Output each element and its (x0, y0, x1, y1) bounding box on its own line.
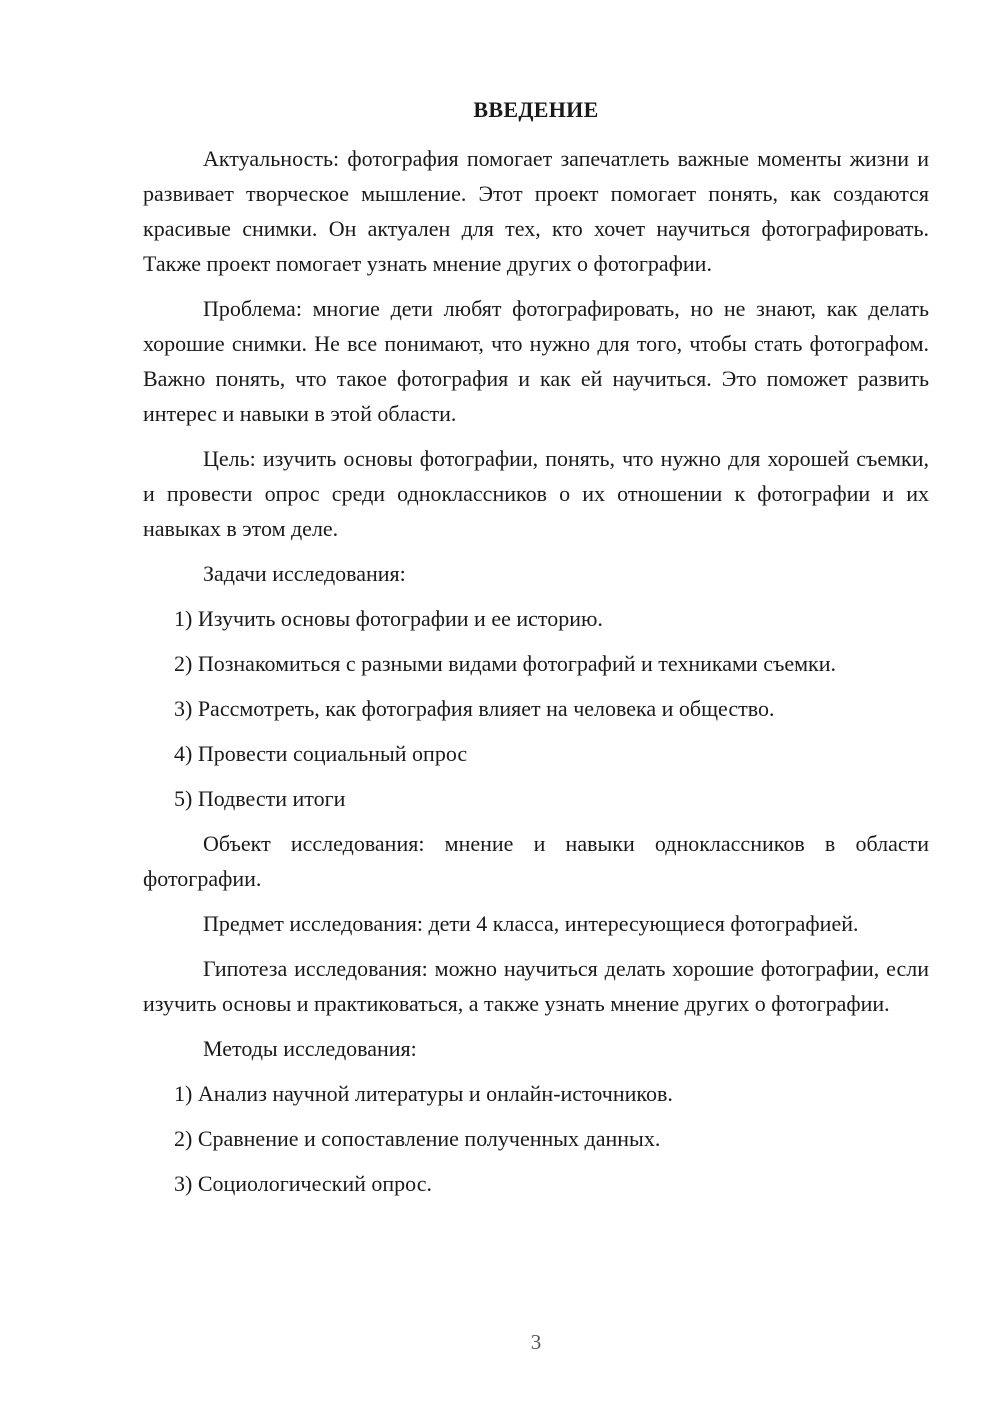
section-title: ВВЕДЕНИЕ (473, 97, 599, 122)
tasks-label: Задачи исследования: (203, 561, 406, 586)
task-item: 5) Подвести итоги (174, 786, 346, 811)
task-item: 2) Познакомиться с разными видами фотографий и техниками съемки. (174, 651, 836, 676)
methods-label: Методы исследования: (203, 1036, 417, 1061)
task-item: 1) Изучить основы фотографии и ее историю. (174, 606, 603, 631)
relevance-paragraph: Актуальность: фотография помогает запечатлеть важные моменты жизни и развивает творческое мышление. Этот проект помогает понять, как создаются красивые снимки. Он актуален для тех, кто хочет научиться фотографировать. Также проект помогает узнать мнение других о фотографии. (143, 146, 929, 276)
method-item: 2) Сравнение и сопоставление полученных данных. (174, 1126, 661, 1151)
hypothesis-paragraph: Гипотеза исследования: можно научиться делать хорошие фотографии, если изучить основы и практиковаться, а также узнать мнение других о фотографии. (143, 956, 929, 1016)
subject-paragraph: Предмет исследования: дети 4 класса, интересующиеся фотографией. (203, 911, 859, 936)
problem-paragraph: Проблема: многие дети любят фотографировать, но не знают, как делать хорошие снимки. Не все понимают, что нужно для того, чтобы стать фотографом. Важно понять, что такое фотография и как ей научиться. Это поможет развить интерес и навыки в этой области. (143, 296, 929, 426)
document-page (143, 92, 929, 1211)
task-item: 4) Провести социальный опрос (174, 741, 468, 766)
object-paragraph: Объект исследования: мнение и навыки одноклассников в области фотографии. (143, 831, 929, 891)
task-item: 3) Рассмотреть, как фотография влияет на человека и общество. (174, 696, 775, 721)
page-number: 3 (530, 1330, 542, 1354)
method-item: 3) Социологический опрос. (174, 1171, 432, 1196)
method-item: 1) Анализ научной литературы и онлайн-источников. (174, 1081, 673, 1106)
goal-paragraph: Цель: изучить основы фотографии, понять, что нужно для хорошей съемки, и провести опрос среди одноклассников о их отношении к фотографии и их навыках в этом деле. (143, 446, 929, 541)
